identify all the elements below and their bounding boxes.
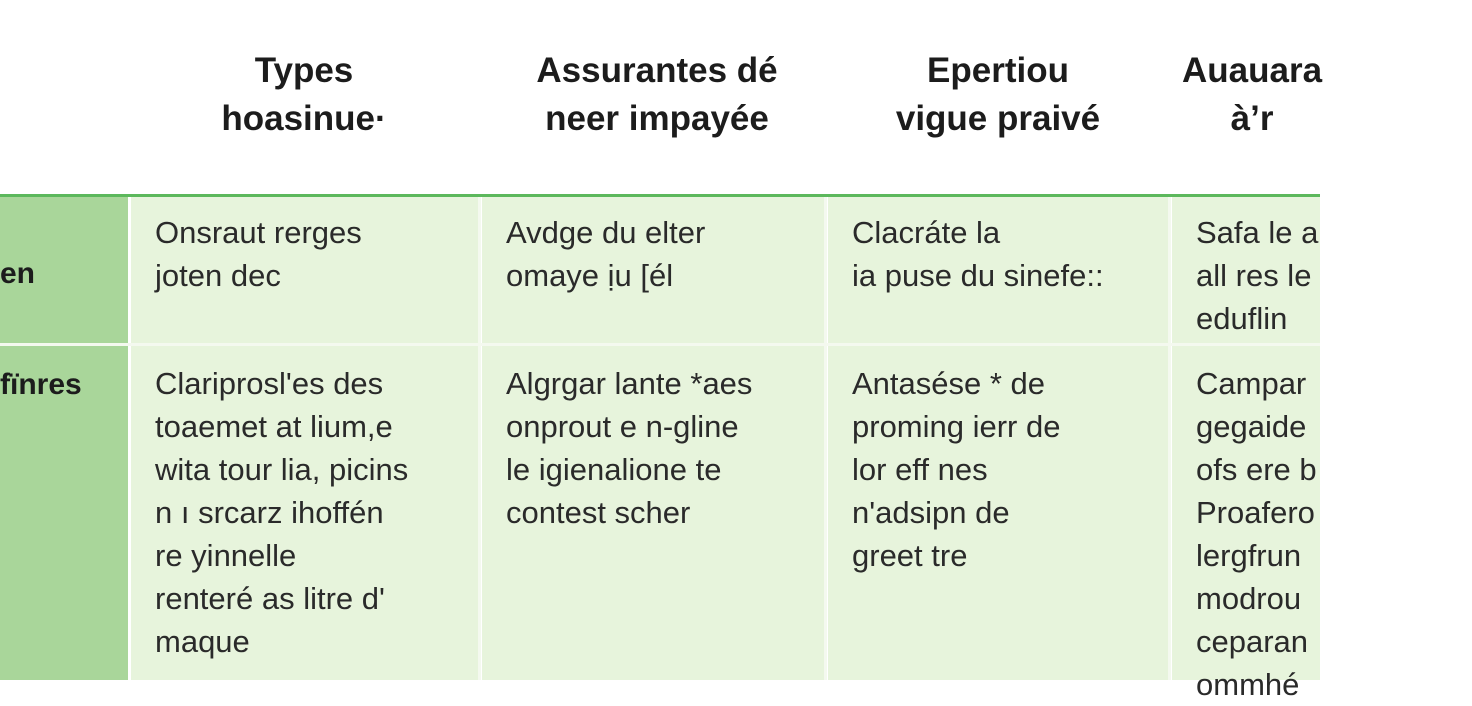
row-label-cell — [0, 197, 128, 343]
table-cell: Campar gegaide ofs ere b Proafero lergfrun modrou ceparan ommhé — [1172, 346, 1320, 680]
table-cell: Onsraut rerges joten dec — [131, 197, 478, 343]
column-divider — [824, 197, 827, 680]
table-row — [0, 197, 1320, 343]
table-cell: Clacráte la ia puse du sinefe:: — [828, 197, 1168, 343]
column-divider — [478, 197, 481, 680]
table-cell: Avdge du elter omaye ịu [él — [482, 197, 824, 343]
column-header: Auauara à’r — [1182, 51, 1323, 138]
column-header: Epertiou vigue praivé — [895, 51, 1101, 138]
row-label-cell — [0, 346, 128, 680]
row-label: fïnres — [0, 368, 82, 401]
table-cell: Clariprosl'es des toaemet at lium,e wita tour lia, picins n ı srcarz ihoffén re yinnelle renteré as litre d' maque — [131, 346, 478, 680]
column-divider — [1168, 197, 1171, 680]
column-header: Types hoasinue· — [221, 51, 387, 138]
table-cell: Antasése * de proming ierr de lor eff nes n'adsipn de greet tre — [828, 346, 1168, 680]
table-cell: Safa le a all res le eduflin — [1172, 197, 1320, 343]
table-cell: Algrgar lante *aes onprout e n-gline le igienalione te contest scher — [482, 346, 824, 680]
row-label: en — [0, 257, 36, 290]
column-header: Assurantes dé neer impayée — [536, 51, 778, 138]
table-row — [0, 346, 1320, 702]
